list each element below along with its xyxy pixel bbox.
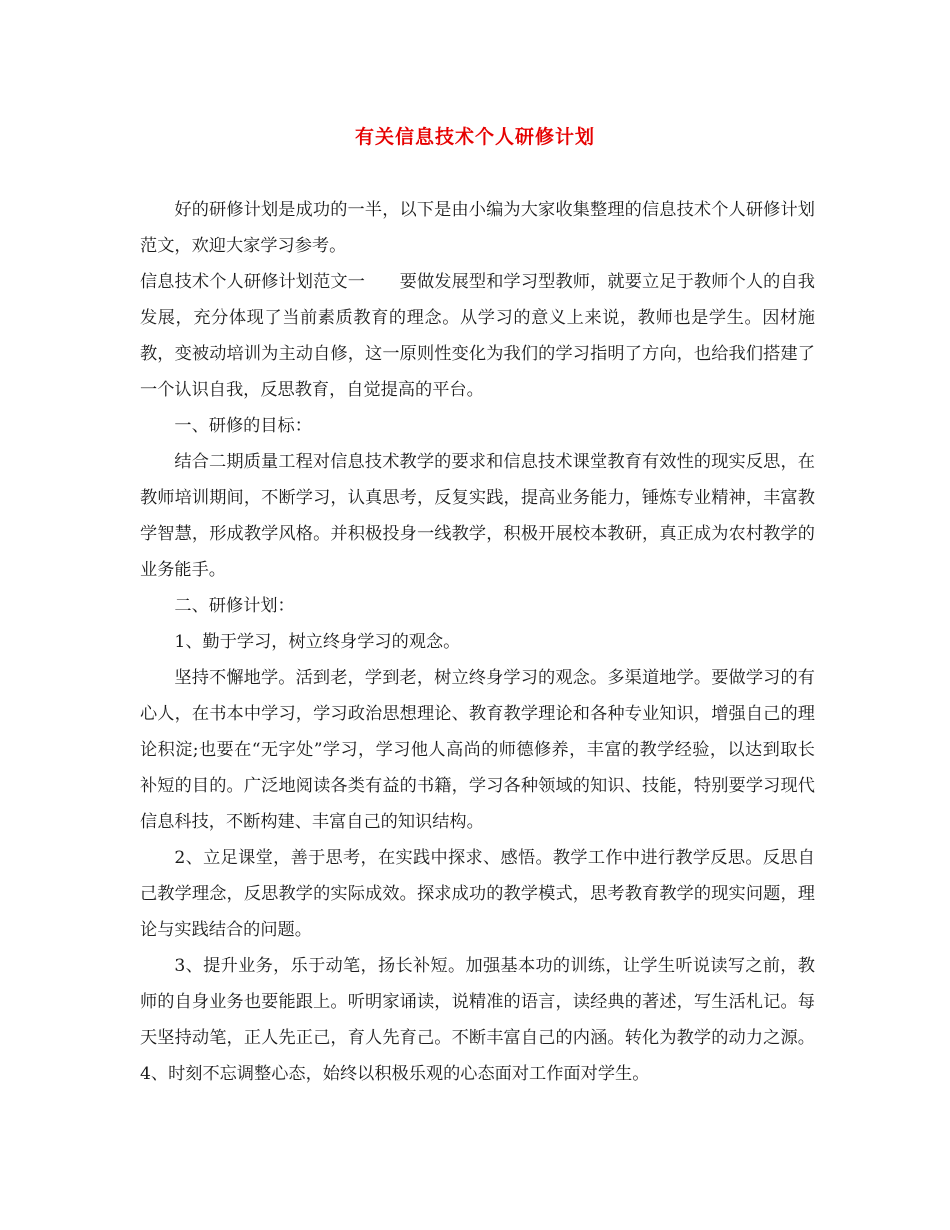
- paragraph-sample-one: 信息技术个人研修计划范文一 要做发展型和学习型教师，就要立足于教师个人的自我发展，充分体现了当前素质教育的理念。从学习的意义上来说，教师也是学生。因材施教，变被动培训为主动自修，这一原则性变化为我们的学习指明了方向，也给我们搭建了一个认识自我，反思教育，自觉提高的平台。: [140, 272, 815, 400]
- plan-item-1-heading: 1、勤于学习，树立终身学习的观念。: [174, 632, 461, 652]
- paragraph-goals: 结合二期质量工程对信息技术教学的要求和信息技术课堂教育有效性的现实反思，在教师培训期间，不断学习，认真思考，反复实践，提高业务能力，锤炼专业精神，丰富教学智慧，形成教学风格。并积极投身一线教学，积极开展校本教研，真正成为农村教学的业务能手。: [140, 452, 815, 580]
- heading-goals: 一、研修的目标：: [174, 416, 312, 436]
- plan-item-2: 2、立足课堂，善于思考，在实践中探求、感悟。教学工作中进行教学反思。反思自己教学理念，反思教学的实际成效。探求成功的教学模式，思考教育教学的现实问题，理论与实践结合的问题。: [140, 848, 815, 940]
- plan-item-1-body: 坚持不懈地学。活到老，学到老，树立终身学习的观念。多渠道地学。要做学习的有心人，在书本中学习，学习政治思想理论、教育教学理论和各种专业知识，增强自己的理论积淀;也要在“无字处”学习，学习他人高尚的师德修养，丰富的教学经验，以达到取长补短的目的。广泛地阅读各类有益的书籍，学习各种领域的知识、技能，特别要学习现代信息科技，不断构建、丰富自己的知识结构。: [140, 668, 815, 832]
- paragraph-intro: 好的研修计划是成功的一半，以下是由小编为大家收集整理的信息技术个人研修计划范文，欢迎大家学习参考。: [140, 200, 815, 256]
- heading-plan: 二、研修计划：: [174, 596, 295, 616]
- plan-item-3-4: 3、提升业务，乐于动笔，扬长补短。加强基本功的训练，让学生听说读写之前，教师的自身业务也要能跟上。听明家诵读，说精准的语言，读经典的著述，写生活札记。每天坚持动笔，正人先正己，育人先育己。不断丰富自己的内涵。转化为教学的动力之源。4、时刻不忘调整心态，始终以积极乐观的心态面对工作面对学生。: [140, 956, 815, 1084]
- document-body: [140, 192, 815, 1092]
- document-title: 有关信息技术个人研修计划: [354, 126, 595, 148]
